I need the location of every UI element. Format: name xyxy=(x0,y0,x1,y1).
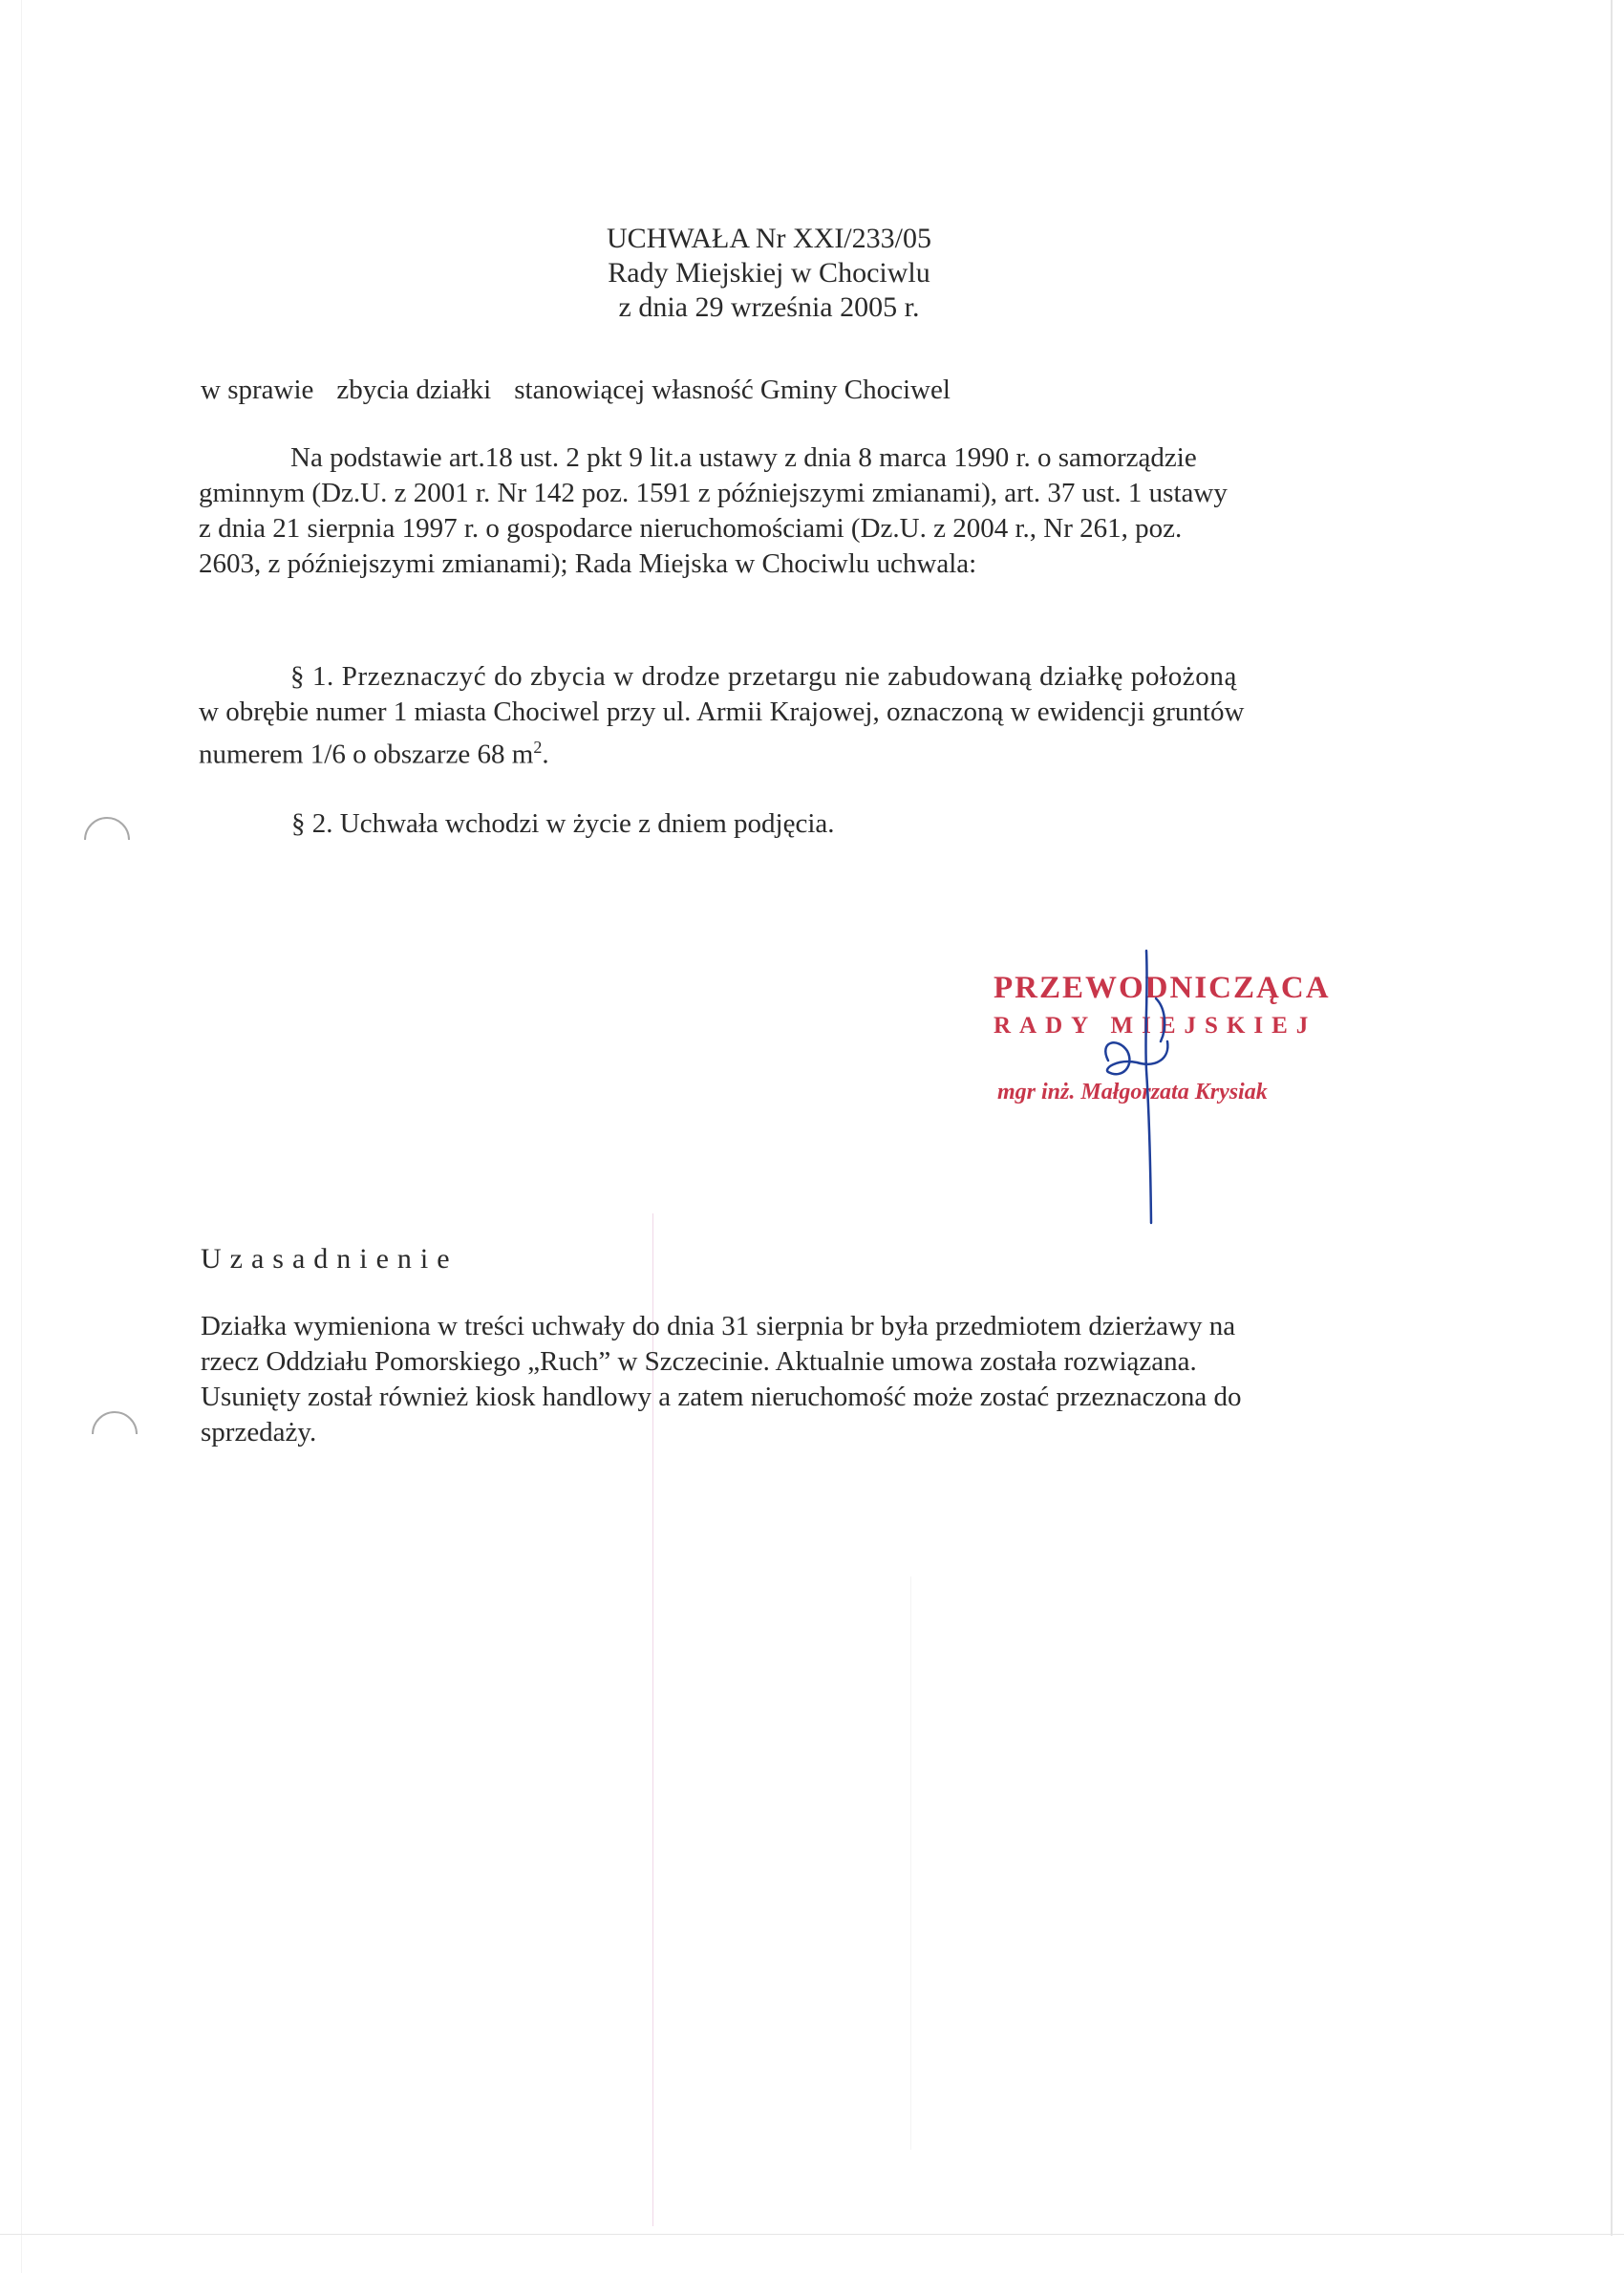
justification-line-text: Działka wymieniona w treści uchwały do dnia 31 sierpnia br była przedmiotem dzierżawy na xyxy=(201,1311,1236,1341)
legal-basis-paragraph xyxy=(199,440,1400,582)
legal-basis-line-text: Na podstawie art.18 ust. 2 pkt 9 lit.a ustawy z dnia 8 marca 1990 r. o samorządzie xyxy=(290,442,1197,473)
signature-stroke-loop xyxy=(1105,1041,1167,1074)
justification-line xyxy=(201,1380,1400,1415)
subject-part-2: zbycia działki xyxy=(336,375,492,405)
punch-hole-top xyxy=(84,817,130,863)
resolution-subject xyxy=(201,373,951,408)
legal-basis-line xyxy=(199,511,1400,547)
justification-line xyxy=(201,1309,1400,1344)
legal-basis-line xyxy=(199,440,1400,476)
justification-line-text: Usunięty został również kiosk handlowy a zatem nieruchomość może zostać przeznaczona do xyxy=(201,1382,1242,1412)
section-1-period: . xyxy=(542,739,549,770)
signature-stroke-vertical xyxy=(1145,951,1151,1223)
signature-stroke-flourish xyxy=(1156,998,1165,1041)
legal-basis-line: 2603, z późniejszymi zmianami); Rada Miejska w Chociwlu uchwala: xyxy=(199,548,977,579)
signature xyxy=(1079,946,1213,1233)
page-edge-left xyxy=(21,0,22,2273)
area-superscript: 2 xyxy=(533,738,543,757)
resolution-date: z dnia 29 września 2005 r. xyxy=(618,291,920,323)
section-1-line-last xyxy=(199,730,1400,773)
legal-basis-line xyxy=(199,476,1400,511)
justification-line-text: rzecz Oddziału Pomorskiego „Ruch” w Szczecinie. Aktualnie umowa została rozwiązana. xyxy=(201,1346,1197,1377)
justification-line-last: sprzedaży. xyxy=(201,1417,317,1447)
section-1 xyxy=(199,659,1400,773)
section-1-area: numerem 1/6 o obszarze 68 m xyxy=(199,739,534,770)
resolution-title: UCHWAŁA Nr XXI/233/05 xyxy=(607,223,931,254)
stamp-subtitle: RADY MIEJSKIEJ xyxy=(994,1013,1317,1039)
justification-heading: Uzasadnienie xyxy=(201,1243,459,1275)
page-bottom-edge xyxy=(0,2234,1624,2235)
subject-part-3: stanowiącej własność Gminy Chociwel xyxy=(514,375,951,405)
section-2: § 2. Uchwała wchodzi w życie z dniem podjęcia. xyxy=(291,808,835,839)
legal-basis-line-text: gminnym (Dz.U. z 2001 r. Nr 142 poz. 1591 z późniejszymi zmianami), art. 37 ust. 1 ustawy xyxy=(199,478,1228,508)
resolution-header xyxy=(0,222,1538,325)
subject-part-1: w sprawie xyxy=(201,375,314,405)
resolution-issuer: Rady Miejskiej w Chociwlu xyxy=(608,257,930,289)
justification-paragraph xyxy=(201,1309,1400,1450)
stamp-title: PRZEWODNICZĄCA xyxy=(994,971,1331,1005)
punch-hole-bottom xyxy=(92,1411,138,1457)
page-edge-right xyxy=(1611,0,1613,2236)
signature-strokes xyxy=(1105,951,1167,1223)
justification-line xyxy=(201,1344,1400,1380)
fold-crease-faint xyxy=(910,1576,911,2150)
section-1-line: § 1. Przeznaczyć do zbycia w drodze przetargu nie zabudowaną działkę położoną xyxy=(290,661,1237,692)
section-1-line: w obrębie numer 1 miasta Chociwel przy ul. Armii Krajowej, oznaczoną w ewidencji gruntów xyxy=(199,697,1245,727)
legal-basis-line-text: z dnia 21 sierpnia 1997 r. o gospodarce nieruchomościami (Dz.U. z 2004 r., Nr 261, poz. xyxy=(199,513,1183,544)
stamp-name: mgr inż. Małgorzata Krysiak xyxy=(997,1080,1268,1104)
